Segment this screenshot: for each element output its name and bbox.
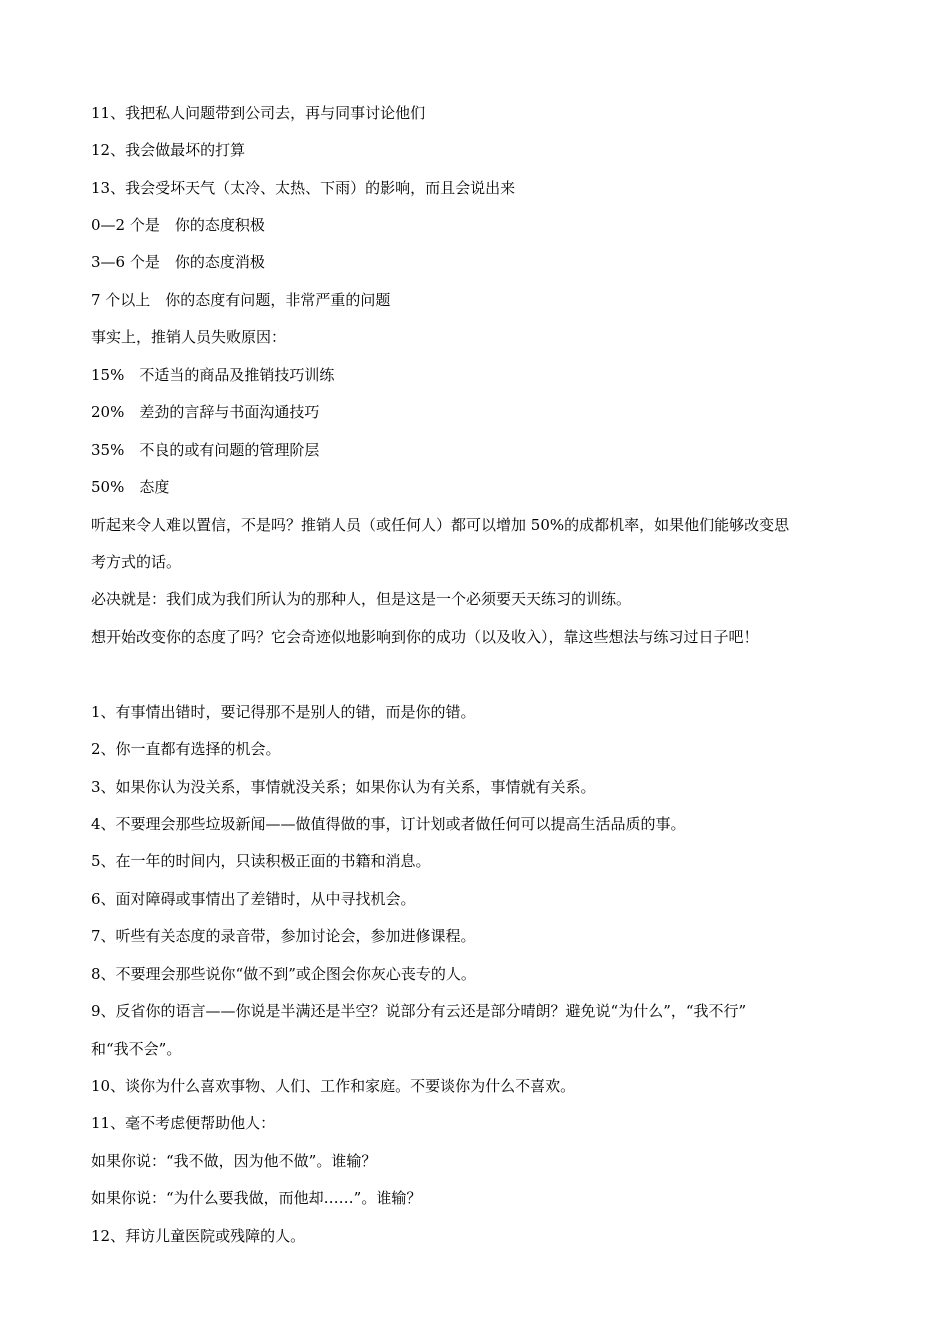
paragraph: 想开始改变你的态度了吗？它会奇迹似地影响到你的成功（以及收入），靠这些想法与练习过日子吧！ [91, 628, 759, 646]
failure-intro: 事实上，推销人员失败原因： [91, 328, 287, 346]
paragraph-line: 听起来令人难以置信，不是吗？推销人员（或任何人）都可以增加 50%的成都机率，如果他们能够改变思 [91, 516, 790, 534]
list-item: 3、如果你认为没关系，事情就没关系；如果你认为有关系，事情就有关系。 [91, 778, 596, 796]
score-line: 7 个以上 你的态度有问题，非常严重的问题 [91, 291, 391, 309]
list-item: 9、反省你的语言——你说是半满还是半空？说部分有云还是部分晴朗？避免说“为什么”，“我不行” [91, 1002, 747, 1020]
score-line: 3—6 个是 你的态度消极 [91, 253, 265, 271]
list-item: 10、谈你为什么喜欢事物、人们、工作和家庭。不要谈你为什么不喜欢。 [91, 1077, 576, 1095]
list-item: 11、毫不考虑便帮助他人： [91, 1114, 276, 1132]
paragraph: 必决就是：我们成为我们所认为的那种人，但是这是一个必须要天天练习的训练。 [91, 590, 632, 608]
quote-line: 如果你说：“为什么要我做，而他却……”。谁输？ [91, 1189, 422, 1207]
list-item-continuation: 和“我不会”。 [91, 1040, 182, 1058]
list-item: 11、我把私人问题带到公司去，再与同事讨论他们 [91, 104, 426, 122]
list-item: 12、拜访儿童医院或残障的人。 [91, 1227, 306, 1245]
list-item: 2、你一直都有选择的机会。 [91, 740, 281, 758]
list-item: 8、不要理会那些说你“做不到”或企图会你灰心丧专的人。 [91, 965, 476, 983]
failure-reason: 35% 不良的或有问题的管理阶层 [91, 441, 320, 459]
list-item: 6、面对障碍或事情出了差错时，从中寻找机会。 [91, 890, 416, 908]
list-item: 12、我会做最坏的打算 [91, 141, 246, 159]
list-item: 5、在一年的时间内，只读积极正面的书籍和消息。 [91, 852, 431, 870]
paragraph-line: 考方式的话。 [91, 553, 182, 571]
quote-line: 如果你说：“我不做，因为他不做”。谁输？ [91, 1152, 377, 1170]
list-item: 4、不要理会那些垃圾新闻——做值得做的事，订计划或者做任何可以提高生活品质的事。 [91, 815, 686, 833]
failure-reason: 15% 不适当的商品及推销技巧训练 [91, 366, 335, 384]
list-item: 7、听些有关态度的录音带，参加讨论会，参加进修课程。 [91, 927, 476, 945]
score-line: 0—2 个是 你的态度积极 [91, 216, 265, 234]
list-item: 13、我会受坏天气（太冷、太热、下雨）的影响，而且会说出来 [91, 179, 516, 197]
list-item: 1、有事情出错时，要记得那不是别人的错，而是你的错。 [91, 703, 476, 721]
failure-reason: 20% 差劲的言辞与书面沟通技巧 [91, 403, 320, 421]
failure-reason: 50% 态度 [91, 478, 170, 496]
